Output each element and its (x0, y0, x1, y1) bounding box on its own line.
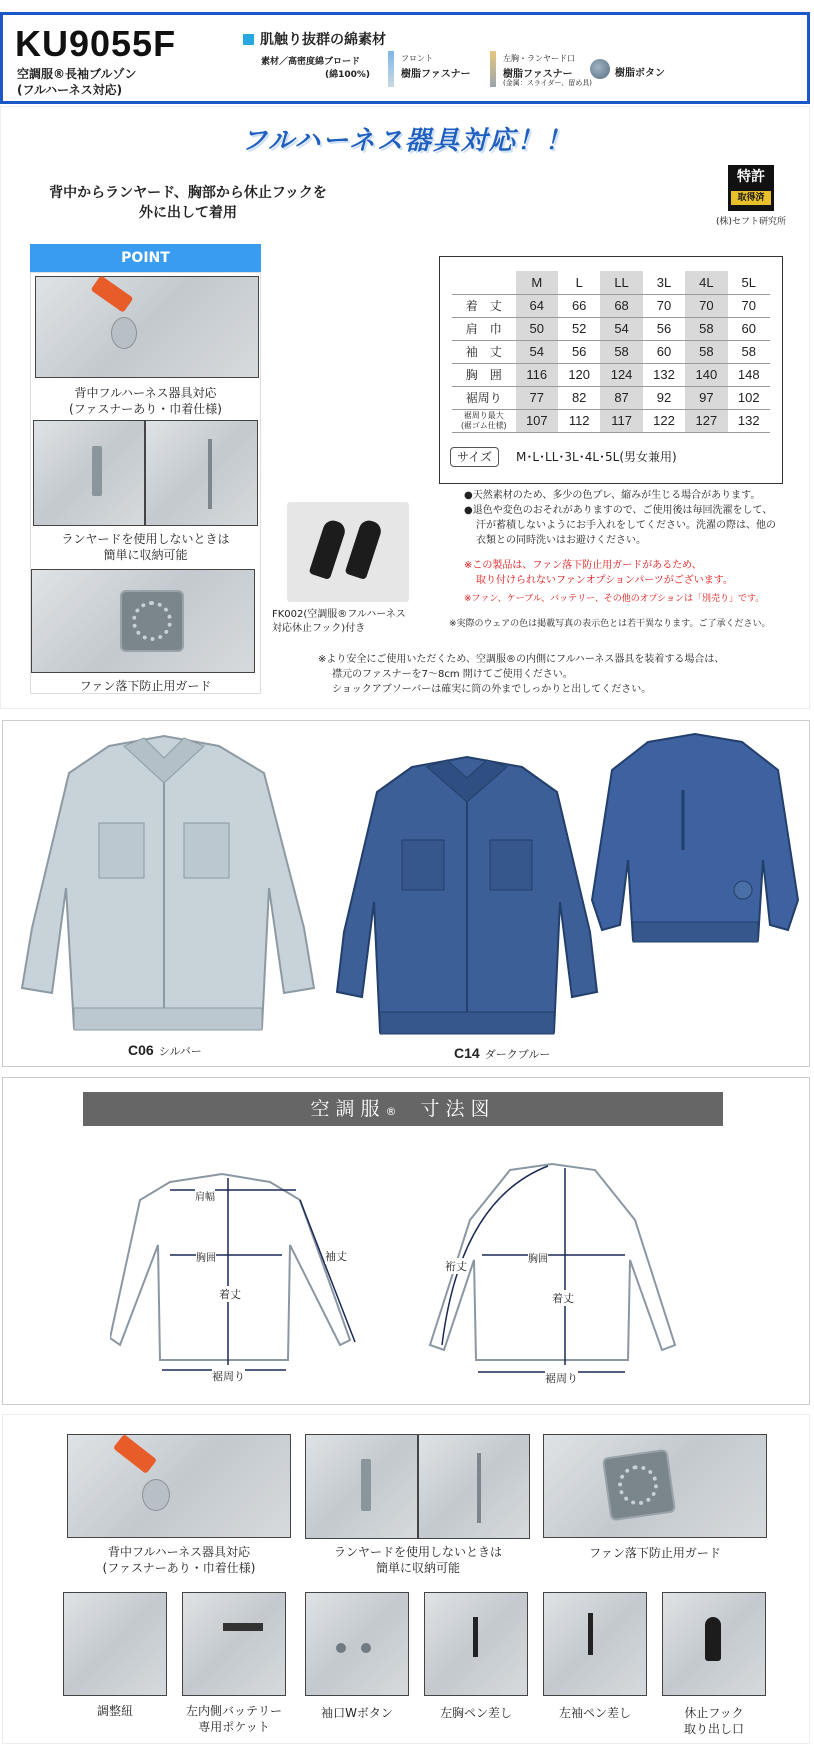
feature-line: 肌触り抜群の綿素材 (243, 29, 386, 49)
size-table (452, 271, 770, 433)
safety-note: ※より安全にご使用いただくため、空調服®の内側にフルハーネス器具を装着する場合は、 襟元のファスナーを7〜8cm 開けてご使用ください。 ショックアブソーバーは確実に筒の外までしっかりと出してください。 (318, 654, 725, 695)
silver-jacket-image (14, 728, 324, 1048)
point-caption-2: ランヤードを使用しないときは 簡単に収納可能 (61, 532, 230, 562)
silver-jacket-hem (74, 1008, 262, 1030)
zipper-pull-shape (92, 446, 102, 496)
label-chest: 胸囲 (196, 1249, 216, 1264)
darkblue-jacket-back-image (588, 730, 802, 960)
detail-lanyard-strap (113, 1434, 157, 1474)
detail-caption-6: 袖口Wボタン (321, 1706, 393, 1720)
darkblue-jacket-hem (380, 1012, 554, 1034)
detail-caption-1: 背中フルハーネス器具対応 (ファスナーあり・巾着仕様) (102, 1545, 256, 1575)
label-back-chest: 胸囲 (528, 1250, 548, 1265)
point-caption-1: 背中フルハーネス器具対応 (ファスナーあり・巾着仕様) (69, 386, 222, 416)
fan-guard-photo (31, 569, 255, 673)
darkblue-back-hem (633, 922, 758, 942)
hook-shape-1 (309, 518, 348, 580)
detail-fan-icon (615, 1463, 660, 1508)
cuff-button-2 (361, 1643, 371, 1653)
label-shoulder: 肩幅 (195, 1188, 215, 1203)
detail-cuff-photo (305, 1592, 409, 1696)
fan-icon (132, 601, 172, 641)
intro-lead: 背中からランヤード、胸部から休止フックを 外に出して着用 (49, 185, 327, 221)
detail-caption-8: 左袖ペン差し (558, 1706, 631, 1720)
pocket-opening-shape (223, 1623, 263, 1631)
drawstring-shape (111, 317, 137, 349)
detail-closed-zipper (477, 1453, 481, 1523)
size-col-header: 4L (685, 271, 727, 294)
dimension-title-bar: 空調服® 寸法図 (83, 1092, 723, 1126)
patent-badge: 特許 取得済 (728, 165, 774, 211)
label-back-length: 着丈 (552, 1292, 574, 1305)
detail-caption-5: 左内側バッテリー 専用ポケット (185, 1704, 282, 1734)
size-range: M･L･LL･3L･4L･5L(男女兼用) (516, 450, 677, 464)
color-note: ※実際のウェアの色は掲載写真の表示色とは若干異なります。ご了承ください。 (449, 619, 771, 629)
darkblue-jacket-pocket-left (402, 840, 444, 890)
zipper-icon (388, 51, 394, 87)
feature-square-icon (243, 34, 254, 45)
material-value: (綿100%) (325, 70, 371, 80)
front-label: フロント (401, 54, 433, 63)
product-subtitle: 空調服®長袖ブルゾン (17, 67, 137, 81)
lanyard-stow-photo-1 (33, 420, 145, 526)
size-col-header: LL (600, 271, 642, 294)
harness-back-photo (35, 276, 259, 378)
size-table-row: 裾周り 77 82 87 92 97 102 (452, 386, 770, 409)
product-header (0, 12, 810, 104)
label-back-hem: 裾周り (545, 1372, 578, 1385)
point-caption-3: ファン落下防止用ガード (79, 679, 212, 693)
label-length: 着丈 (219, 1288, 241, 1301)
darkblue-back-body (592, 734, 798, 940)
detail-caption-4: 調整紐 (96, 1704, 133, 1718)
detail-zipper-pull (361, 1459, 371, 1511)
front-value: 樹脂ファスナー (401, 69, 471, 80)
label-yuki: 裄丈 (445, 1260, 467, 1273)
detail-fan-guard-photo (543, 1434, 767, 1538)
detail-caption-7: 左胸ペン差し (439, 1706, 512, 1720)
back-dimension-diagram (420, 1160, 690, 1390)
size-col-header: 5L (728, 271, 770, 294)
lanyard-note: (金属：スライダー、留め具) (503, 79, 592, 87)
label-sleeve: 袖丈 (325, 1250, 347, 1263)
darkblue-jacket-pocket-right (490, 840, 532, 890)
label-hem: 裾周り (212, 1370, 245, 1383)
lanyard-stow-photo-2 (145, 420, 258, 526)
detail-caption-9: 休止フック 取り出し口 (683, 1706, 744, 1736)
size-col-header: L (558, 271, 600, 294)
size-col-header: 3L (643, 271, 685, 294)
closed-zipper-shape (208, 439, 212, 509)
detail-harness-photo (67, 1434, 291, 1538)
detail-caption-2: ランヤードを使用しないときは 簡単に収納可能 (333, 1545, 502, 1575)
detail-sleeve-pen-photo (543, 1592, 647, 1696)
product-subtitle-2: (フルハーネス対応) (17, 83, 123, 97)
size-table-row: 袖 丈 54 56 58 60 58 58 (452, 340, 770, 363)
point-header: POINT (30, 244, 261, 272)
hook-caption: FK002(空調服®フルハーネス 対応休止フック)付き (272, 609, 406, 634)
cuff-button-1 (336, 1643, 346, 1653)
pen-shape (473, 1617, 478, 1657)
material-label: 素材／高密度綿ブロード (261, 57, 361, 67)
size-table-row: 着 丈 64 66 68 70 70 70 (452, 294, 770, 317)
size-table-row: 胸 囲 116 120 124 132 140 148 (452, 363, 770, 386)
detail-caption-3: ファン落下防止用ガード (589, 1546, 721, 1560)
detail-stow-photo-1 (305, 1434, 418, 1539)
size-label: サイズ (450, 447, 499, 467)
button-label: 樹脂ボタン (615, 68, 665, 79)
hook-photo (287, 502, 409, 602)
front-outline (110, 1174, 350, 1360)
size-table-box (439, 256, 783, 484)
hook-outlet-shape (705, 1617, 721, 1661)
patent-holder: (株)セフト研究所 (716, 217, 787, 227)
care-notes: ●天然素材のため、多少の色ブレ、縮みが生じる場合があります。 ●退色や変色のおそれがありますので、ご使用後は毎回洗濯をして、 汗が蓄積しないようにお手入れをしてください。洗濯の際は、他の 衣類との同時洗いはお避けください。 (464, 490, 776, 546)
hook-shape-2 (345, 518, 384, 580)
size-table-header (452, 271, 770, 294)
darkblue-jacket-image (332, 752, 602, 1052)
detail-fan-guard (602, 1449, 676, 1522)
warning-notes: ※この製品は、ファン落下防止用ガードがあるため、 取り付けられないファンオプションパーツがございます。 ※ファン、ケーブル、バッテリー、その他のオプションは「別売り」です。 (464, 560, 765, 604)
lanyard-strap-shape (90, 275, 133, 313)
detail-cord-photo (63, 1592, 167, 1696)
fan-guard-shape (120, 590, 184, 652)
sleeve-pen-shape (588, 1613, 593, 1655)
silver-jacket-pocket-right (184, 823, 229, 878)
detail-stow-photo-2 (418, 1434, 530, 1539)
harness-banner: フルハーネス器具対応！！ (241, 125, 573, 155)
model-number: KU9055F (15, 23, 177, 64)
darkblue-back-fan-icon (734, 881, 752, 899)
detail-battery-pocket-photo (182, 1592, 286, 1696)
front-dimension-diagram (110, 1160, 380, 1390)
silver-jacket-pocket-left (99, 823, 144, 878)
size-table-row: 肩 巾 50 52 54 56 58 60 (452, 317, 770, 340)
button-icon (590, 59, 610, 79)
detail-drawstring (142, 1479, 170, 1511)
detail-chest-pen-photo (424, 1592, 528, 1696)
lanyard-label: 左胸・ランヤード口 (503, 54, 575, 63)
lanyard-value: 樹脂ファスナー (503, 69, 573, 80)
size-col-header: M (516, 271, 558, 294)
color-label-c14: C14 ダークブルー (454, 1045, 551, 1061)
size-table-row: 裾周り最大 (裾ゴム仕様) 107 112 117 122 127 132 (452, 409, 770, 432)
color-label-c06: C06 シルバー (128, 1042, 202, 1058)
detail-hook-outlet-photo (662, 1592, 766, 1696)
zipper-icon-2 (490, 51, 496, 87)
